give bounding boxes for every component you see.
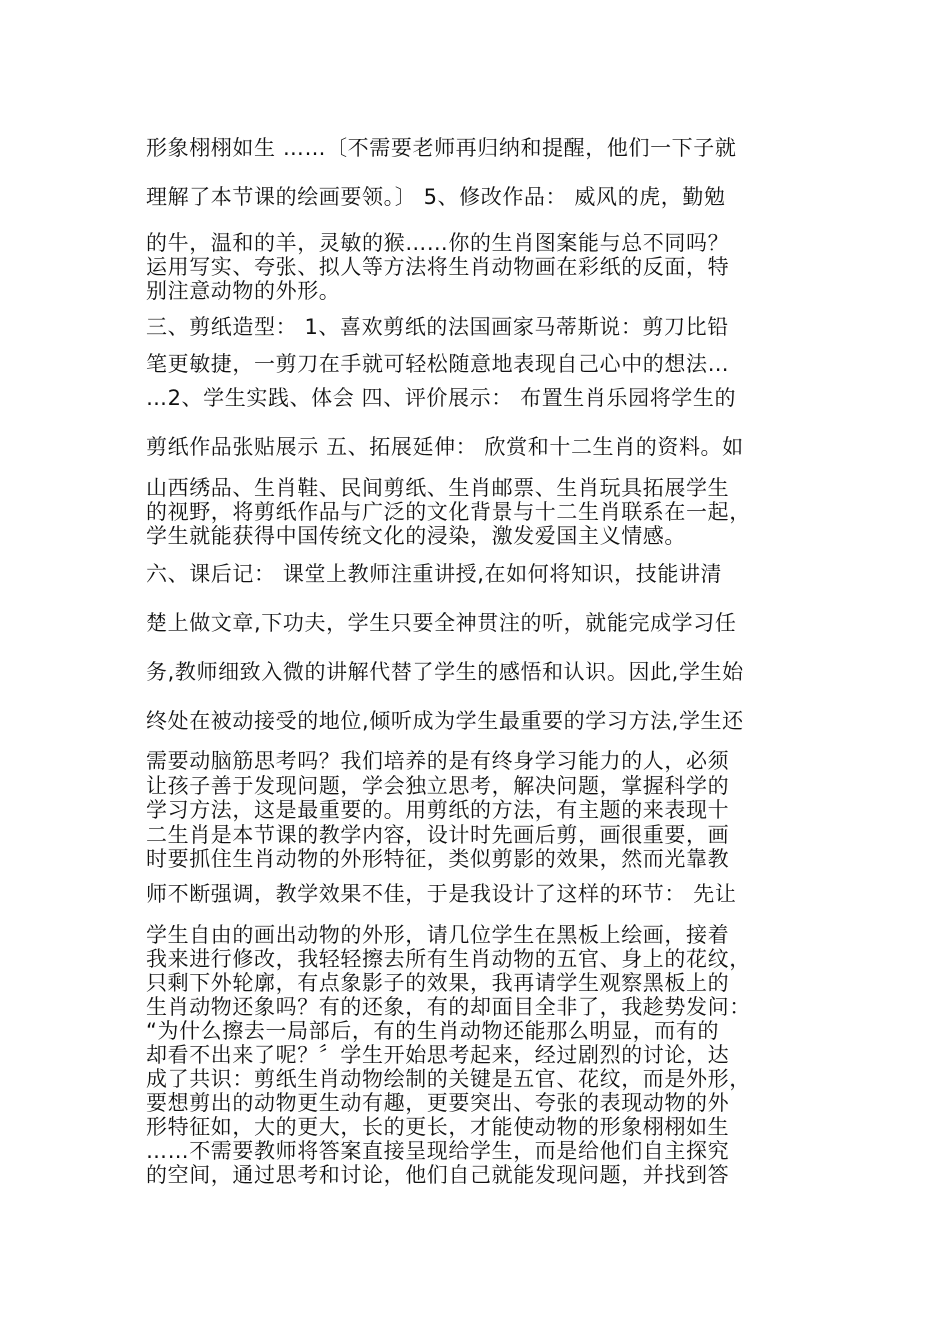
text-line: 二生肖是本节课的教学内容，设计时先画后剪，画很重要，画 — [146, 823, 730, 847]
text-line: “为什么擦去一局部后，有的生肖动物还能那么明显，而有的 — [146, 1019, 720, 1043]
text-line: 学习方法，这是最重要的。用剪纸的方法，有主题的来表现十 — [146, 798, 730, 822]
text-line: 学生自由的画出动物的外形，请几位学生在黑板上绘画，接着 — [146, 923, 730, 947]
text-line: 生肖动物还象吗？有的还象，有的却面目全非了，我趁势发问： — [146, 995, 751, 1019]
text-line: 形象栩栩如生 ……〔不需要老师再归纳和提醒，他们一下子就 — [146, 136, 737, 160]
text-line: 别注意动物的外形。 — [146, 279, 341, 303]
text-line: 成了共识：剪纸生肖动物绘制的关键是五官、花纹，而是外形， — [146, 1067, 751, 1091]
text-line: 我来进行修改，我轻轻擦去所有生肖动物的五官、身上的花纹， — [146, 947, 751, 971]
text-line: 时要抓住生肖动物的外形特征，类似剪影的效果，然而光靠教 — [146, 847, 730, 871]
text-line: 运用写实、夸张、拟人等方法将生肖动物画在彩纸的反面，特 — [146, 255, 730, 279]
text-line: 形特征如，大的更大，长的更长，才能使动物的形象栩栩如生 — [146, 1115, 730, 1139]
text-line: 的空间，通过思考和讨论，他们自己就能发现问题，并找到答 — [146, 1163, 730, 1187]
text-line: 终处在被动接受的地位,倾听成为学生最重要的学习方法,学生还 — [146, 709, 744, 733]
text-line: 却看不出来了呢？〞学生开始思考起来，经过剧烈的讨论，达 — [146, 1043, 730, 1067]
text-line: 要想剪出的动物更生动有趣，更要突出、夸张的表现动物的外 — [146, 1091, 730, 1115]
text-line: 剪纸作品张贴展示 五、拓展延伸： 欣赏和十二生肖的资料。如 — [146, 435, 744, 459]
text-line: 让孩子善于发现问题，学会独立思考，解决问题，掌握科学的 — [146, 774, 730, 798]
text-line: 需要动脑筋思考吗？我们培养的是有终身学习能力的人，必须 — [146, 749, 730, 773]
text-line: 六、课后记： 课堂上教师注重讲授,在如何将知识，技能讲清 — [146, 562, 723, 586]
text-line: 的牛，温和的羊，灵敏的猴……你的生肖图案能与总不同吗？ — [146, 231, 730, 255]
text-line: 只剩下外轮廓，有点象影子的效果，我再请学生观察黑板上的 — [146, 971, 730, 995]
text-line: 三、剪纸造型： 1、喜欢剪纸的法国画家马蒂斯说：剪刀比铅 — [146, 315, 729, 339]
text-line: 务,教师细致入微的讲解代替了学生的感悟和认识。因此,学生始 — [146, 660, 744, 684]
text-line: 楚上做文章,下功夫，学生只要全神贯注的听，就能完成学习任 — [146, 611, 737, 635]
text-line: ……不需要教师将答案直接呈现给学生，而是给他们自主探究 — [146, 1139, 730, 1163]
text-line: 山西绣品、生肖鞋、民间剪纸、生肖邮票、生肖玩具拓展学生 — [146, 476, 730, 500]
text-line: 学生就能获得中国传统文化的浸染，激发爱国主义情感。 — [146, 524, 686, 548]
text-line: 理解了本节课的绘画要领。〕 5、修改作品： 威风的虎，勤勉 — [146, 185, 726, 209]
text-line: …2、学生实践、体会 四、评价展示： 布置生肖乐园将学生的 — [146, 386, 737, 410]
text-line: 的视野，将剪纸作品与广泛的文化背景与十二生肖联系在一起， — [146, 500, 751, 524]
text-line: 笔更敏捷，一剪刀在手就可轻松随意地表现自己心中的想法… — [146, 352, 730, 376]
text-line: 师不断强调，教学效果不佳，于是我设计了这样的环节： 先让 — [146, 882, 737, 906]
